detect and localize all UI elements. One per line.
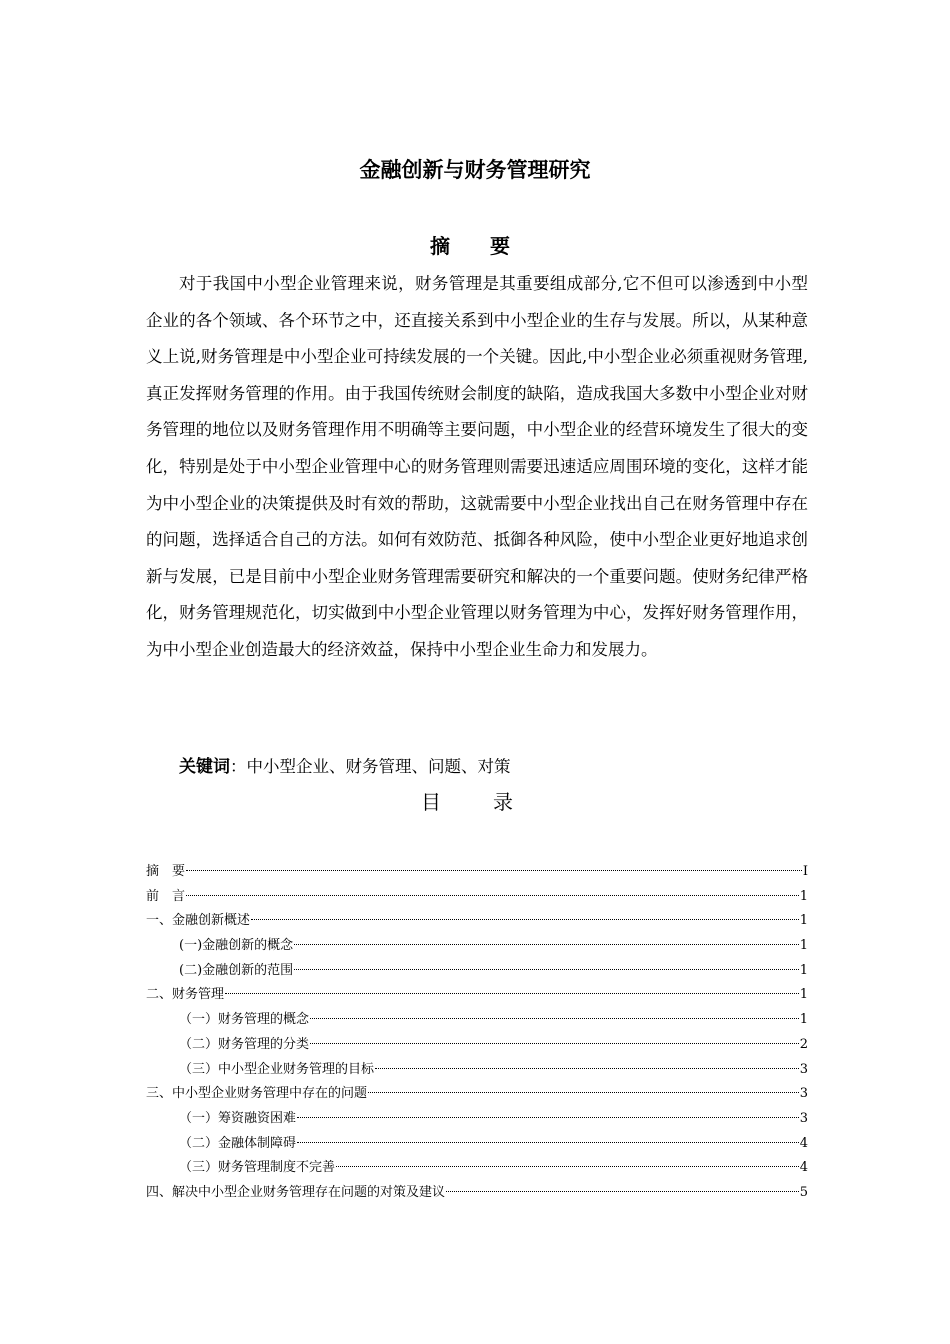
toc-entry-page: 1 bbox=[799, 1012, 808, 1028]
document-title: 金融创新与财务管理研究 bbox=[359, 158, 591, 182]
keywords-line bbox=[146, 749, 808, 785]
toc-entry[interactable] bbox=[146, 934, 808, 959]
toc-entry-page: 1 bbox=[799, 962, 808, 978]
toc-dot-leader bbox=[297, 1142, 799, 1143]
toc-dot-leader bbox=[336, 1166, 799, 1167]
toc-dot-leader bbox=[186, 870, 802, 871]
toc-dot-leader bbox=[294, 944, 799, 945]
toc-entry-title: 一、金融创新概述 bbox=[146, 913, 251, 929]
toc-entry[interactable] bbox=[146, 885, 808, 910]
toc-entry-title: （二）财务管理的分类 bbox=[179, 1036, 310, 1052]
toc-dot-leader bbox=[310, 1018, 799, 1019]
toc-dot-leader bbox=[297, 1117, 799, 1118]
toc-entry-title: （二）金融体制障碍 bbox=[179, 1135, 297, 1151]
toc-dot-leader bbox=[186, 895, 799, 896]
toc-entry-page: 5 bbox=[799, 1184, 808, 1200]
toc-entry-title: 四、解决中小型企业财务管理存在问题的对策及建议 bbox=[146, 1184, 446, 1200]
toc-entry-page: 2 bbox=[799, 1036, 808, 1052]
abstract-heading: 摘 要 bbox=[430, 234, 520, 258]
toc-entry[interactable] bbox=[146, 983, 808, 1008]
toc-entry[interactable] bbox=[146, 1082, 808, 1107]
toc-entry-title: （一）财务管理的概念 bbox=[179, 1012, 310, 1028]
toc-heading: 目 录 bbox=[421, 790, 529, 814]
keywords-label: 关键词 bbox=[179, 757, 230, 777]
toc-entry-page: 1 bbox=[799, 938, 808, 954]
toc-entry-title: （一）筹资融资困难 bbox=[179, 1110, 297, 1126]
abstract-text: 对于我国中小型企业管理来说，财务管理是其重要组成部分,它不但可以渗透到中小型企业的各个领域、各个环节之中，还直接关系到中小型企业的生存与发展。所以，从某种意义上说,财务管理是中小型企业可持续发展的一个关键。因此,中小型企业必须重视财务管理,真正发挥财务管理的作用。由于我国传统财会制度的缺陷，造成我国大多数中小型企业对财务管理的地位以及财务管理作用不明确等主要问题，中小型企业的经营环境发生了很大的变化，特别是处于中小型企业管理中心的财务管理则需要迅速适应周围环境的变化，这样才能为中小型企业的决策提供及时有效的帮助，这就需要中小型企业找出自己在财务管理中存在的问题，选择适合自己的方法。如何有效防范、抵御各种风险，使中小型企业更好地追求创新与发展，已是目前中小型企业财务管理需要研究和解决的一个重要问题。使财务纪律严格化，财务管理规范化，切实做到中小型企业管理以财务管理为中心，发挥好财务管理作用，为中小型企业创造最大的经济效益，保持中小型企业生命力和发展力。 bbox=[146, 274, 808, 659]
toc-dot-leader bbox=[225, 993, 799, 994]
toc-entry-title: (二)金融创新的范围 bbox=[179, 962, 294, 978]
toc-entry[interactable] bbox=[146, 1008, 808, 1033]
toc-dot-leader bbox=[251, 919, 799, 920]
toc-entry-title: 摘 要 bbox=[146, 864, 186, 879]
table-of-contents bbox=[146, 860, 808, 1206]
toc-entry[interactable] bbox=[146, 1033, 808, 1058]
toc-entry-page: 4 bbox=[799, 1160, 808, 1176]
toc-entry-title: 二、财务管理 bbox=[146, 987, 225, 1003]
toc-dot-leader bbox=[375, 1068, 799, 1069]
keywords-separator: ： bbox=[230, 757, 247, 776]
toc-entry-title: (一)金融创新的概念 bbox=[179, 938, 294, 954]
toc-entry[interactable] bbox=[146, 1181, 808, 1206]
toc-entry-page: 1 bbox=[799, 888, 808, 904]
toc-dot-leader bbox=[294, 969, 799, 970]
toc-dot-leader bbox=[368, 1092, 799, 1093]
toc-entry-title: 三、中小型企业财务管理中存在的问题 bbox=[146, 1086, 368, 1102]
toc-entry[interactable] bbox=[146, 1132, 808, 1157]
toc-entry-page: 3 bbox=[799, 1110, 808, 1126]
keywords-text: 中小型企业、财务管理、问题、对策 bbox=[246, 757, 511, 776]
toc-entry-title: （三）中小型企业财务管理的目标 bbox=[179, 1061, 375, 1077]
toc-entry-page: 1 bbox=[799, 987, 808, 1003]
toc-entry-page: I bbox=[802, 864, 808, 879]
toc-entry[interactable] bbox=[146, 1156, 808, 1181]
toc-entry[interactable] bbox=[146, 959, 808, 984]
toc-entry[interactable] bbox=[146, 1058, 808, 1083]
toc-entry[interactable] bbox=[146, 1107, 808, 1132]
toc-dot-leader bbox=[446, 1191, 799, 1192]
toc-dot-leader bbox=[310, 1043, 799, 1044]
toc-entry-page: 3 bbox=[799, 1086, 808, 1102]
toc-entry-page: 3 bbox=[799, 1061, 808, 1077]
toc-entry-title: （三）财务管理制度不完善 bbox=[179, 1160, 336, 1176]
toc-entry[interactable] bbox=[146, 909, 808, 934]
toc-entry[interactable] bbox=[146, 860, 808, 885]
toc-entry-page: 4 bbox=[799, 1135, 808, 1151]
toc-entry-page: 1 bbox=[799, 913, 808, 929]
toc-entry-title: 前 言 bbox=[146, 888, 186, 904]
